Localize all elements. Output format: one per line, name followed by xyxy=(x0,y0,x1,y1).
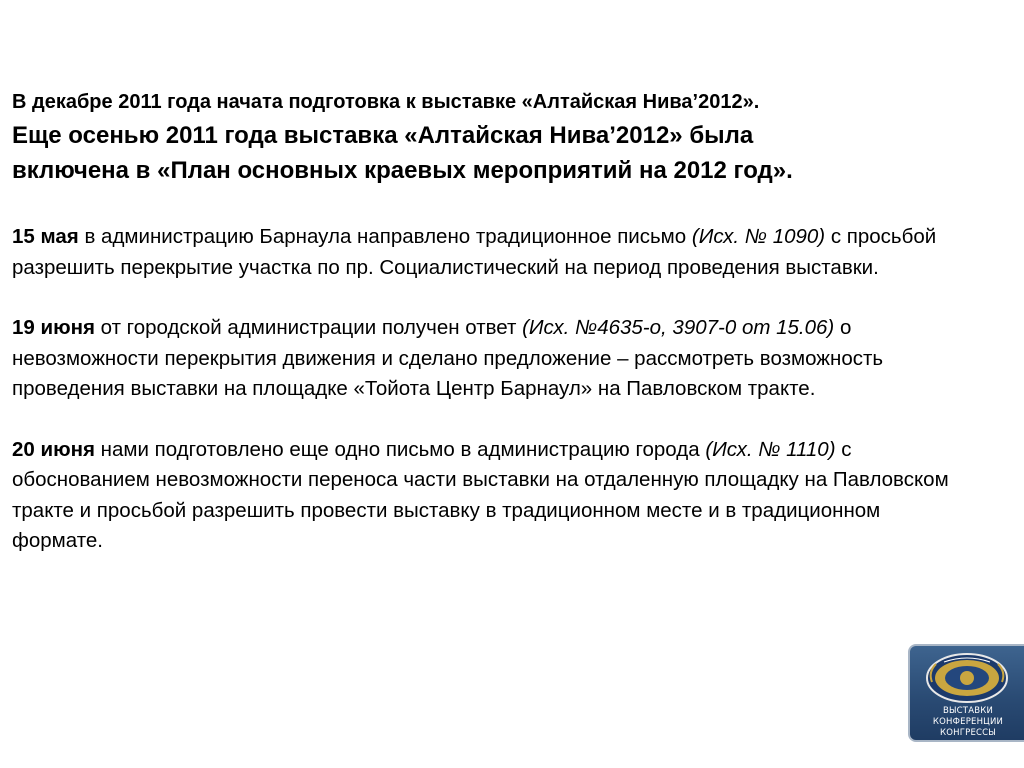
entry-text: с обоснованием невозможности переноса части выставки на отдаленную площадку на Павловском тракте и просьбой разрешить провести выставку в традиционном месте и в традиционном формате. xyxy=(12,437,949,552)
entry-text: с просьбой разрешить перекрытие участка по пр. Социалистический на период проведения выставки. xyxy=(12,225,937,279)
entry-date: 15 мая xyxy=(12,225,79,248)
entry-reference: (Исх. №4635-о, 3907-0 от 15.06) xyxy=(522,316,835,339)
logo-caption xyxy=(910,706,1024,739)
logo-line-conferences: КОНФЕРЕНЦИИ xyxy=(932,717,1004,727)
entry-june-20 xyxy=(12,435,967,557)
heading-plan-line-2: включена в «План основных краевых мероприятий на 2012 год». xyxy=(12,157,793,184)
entry-june-19 xyxy=(12,313,967,405)
spacer xyxy=(12,188,967,222)
slide-content xyxy=(12,86,967,557)
spacer xyxy=(12,283,967,313)
heading-plan-line-1: Еще осенью 2011 года выставка «Алтайская Нива’2012» была xyxy=(12,122,754,149)
fair-emblem-icon xyxy=(924,652,1010,704)
entry-text: в администрацию Барнаула направлено традиционное письмо xyxy=(78,225,692,248)
logo-line-congresses: КОНГРЕССЫ xyxy=(940,728,996,738)
entry-date: 19 июня xyxy=(12,316,95,339)
entry-text: нами подготовлено еще одно письмо в администрацию города xyxy=(94,437,706,461)
entry-date: 20 июня xyxy=(12,437,95,461)
entry-reference: (Исх. № 1090) xyxy=(691,225,826,248)
entry-text: от городской администрации получен ответ xyxy=(94,316,523,339)
entry-may-15 xyxy=(12,222,967,283)
logo-line-exhibitions: ВЫСТАВКИ xyxy=(942,706,994,716)
heading-plan xyxy=(12,118,967,188)
entry-text: о невозможности перекрытия движения и сделано предложение – рассмотреть возможность проведения выставки на площадке «Тойота Центр Барнаул» на Павловском тракте. xyxy=(12,316,884,400)
entry-reference: (Исх. № 1110) xyxy=(705,437,836,461)
heading-preparation: В декабре 2011 года начата подготовка к выставке «Алтайская Нива’2012». xyxy=(12,91,760,113)
spacer xyxy=(12,405,967,435)
company-logo xyxy=(908,644,1024,742)
